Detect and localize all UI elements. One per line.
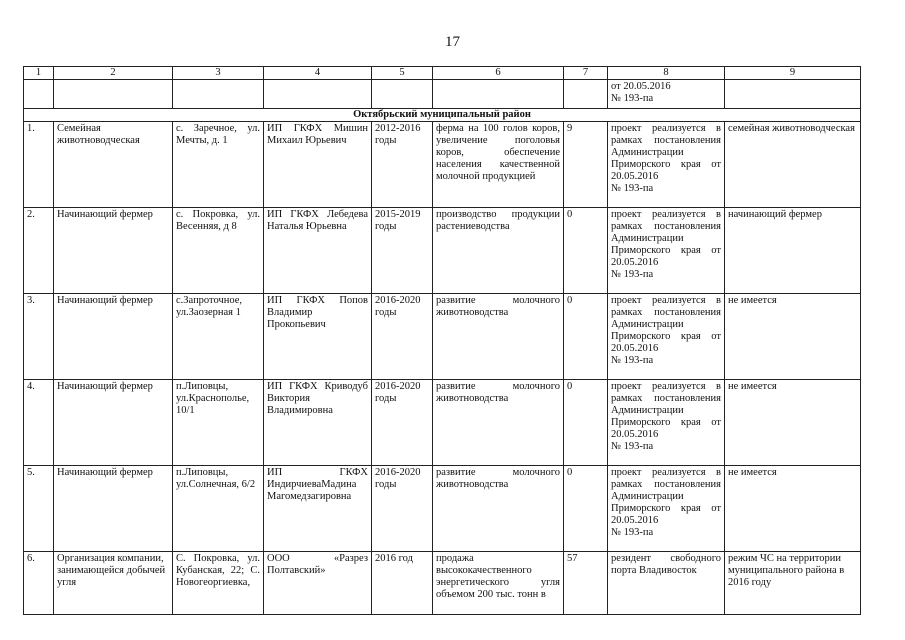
table-cell — [372, 80, 433, 109]
status-cell: резидент свободного порта Владивосток — [608, 552, 725, 615]
status-cell: проект реализуется в рамках постановления Администрации Приморского края от 20.05.2016 № 193-па — [608, 380, 725, 466]
project-rows — [24, 122, 861, 615]
jobs-cell: 0 — [564, 294, 608, 380]
table-cell — [433, 80, 564, 109]
note-cell: начинающий фермер — [725, 208, 861, 294]
column-number-header: 4 — [264, 67, 372, 80]
description-cell: развитие молочного животноводства — [433, 380, 564, 466]
column-number-header: 9 — [725, 67, 861, 80]
address-cell: с. Покровка, ул. Весенняя, д 8 — [173, 208, 264, 294]
status-cell: проект реализуется в рамках постановления Администрации Приморского края от 20.05.2016 № 193-па — [608, 294, 725, 380]
address-cell: п.Липовцы, ул.Краснополье, 10/1 — [173, 380, 264, 466]
project-name-cell: Начинающий фермер — [54, 294, 173, 380]
column-number-header: 5 — [372, 67, 433, 80]
period-cell: 2016-2020 годы — [372, 294, 433, 380]
note-cell: не имеется — [725, 466, 861, 552]
note-cell: не имеется — [725, 380, 861, 466]
jobs-cell: 0 — [564, 466, 608, 552]
description-cell: продажа высококачественного энергетического угля объемом 200 тыс. тонн в — [433, 552, 564, 615]
table-cell: от 20.05.2016 № 193-па — [608, 80, 725, 109]
district-row — [24, 109, 861, 122]
entity-cell: ИП ГКФХ Криводуб Виктория Владимировна — [264, 380, 372, 466]
row-number-cell: 3. — [24, 294, 54, 380]
column-number-header: 1 — [24, 67, 54, 80]
table-row — [24, 552, 861, 615]
row-number-cell: 6. — [24, 552, 54, 615]
column-number-header: 6 — [433, 67, 564, 80]
project-name-cell: Начинающий фермер — [54, 208, 173, 294]
description-cell: производство продукции растениеводства — [433, 208, 564, 294]
address-cell: с. Заречное, ул. Мечты, д. 1 — [173, 122, 264, 208]
table-cell — [564, 80, 608, 109]
column-number-header: 8 — [608, 67, 725, 80]
page-number: 17 — [445, 34, 460, 50]
table-cell — [725, 80, 861, 109]
note-cell: семейная животноводческая — [725, 122, 861, 208]
entity-cell: ИП ГКФХ ИндирчиеваМадина Магомедзагировна — [264, 466, 372, 552]
jobs-cell: 57 — [564, 552, 608, 615]
project-name-cell: Организация компании, занимающейся добычей угля — [54, 552, 173, 615]
table-cell — [173, 80, 264, 109]
row-number-cell: 2. — [24, 208, 54, 294]
note-cell: не имеется — [725, 294, 861, 380]
column-number-header: 2 — [54, 67, 173, 80]
table-row — [24, 466, 861, 552]
period-cell: 2015-2019 годы — [372, 208, 433, 294]
column-number-header: 7 — [564, 67, 608, 80]
period-cell: 2012-2016 годы — [372, 122, 433, 208]
address-cell: С. Покровка, ул. Кубанская, 22; С. Новогеоргиевка, — [173, 552, 264, 615]
column-number-header: 3 — [173, 67, 264, 80]
description-cell: развитие молочного животноводства — [433, 294, 564, 380]
table-cell — [264, 80, 372, 109]
period-cell: 2016-2020 годы — [372, 466, 433, 552]
table-row — [24, 122, 861, 208]
row-number-cell: 5. — [24, 466, 54, 552]
jobs-cell: 9 — [564, 122, 608, 208]
status-cell: проект реализуется в рамках постановления Администрации Приморского края от 20.05.2016 № 193-па — [608, 208, 725, 294]
projects-table — [23, 66, 861, 615]
table-row — [24, 294, 861, 380]
column-number-row — [24, 67, 861, 80]
description-cell: развитие молочного животноводства — [433, 466, 564, 552]
entity-cell: ООО «Разрез Полтавский» — [264, 552, 372, 615]
table-row — [24, 380, 861, 466]
project-name-cell: Семейная животноводческая — [54, 122, 173, 208]
period-cell: 2016-2020 годы — [372, 380, 433, 466]
project-name-cell: Начинающий фермер — [54, 466, 173, 552]
description-cell: ферма на 100 голов коров, увеличение поголовья коров, обеспечение населения качественной молочной продукцией — [433, 122, 564, 208]
table-row — [24, 208, 861, 294]
row-number-cell: 1. — [24, 122, 54, 208]
table-cell — [54, 80, 173, 109]
jobs-cell: 0 — [564, 208, 608, 294]
period-cell: 2016 год — [372, 552, 433, 615]
entity-cell: ИП ГКФХ Мишин Михаил Юрьевич — [264, 122, 372, 208]
note-cell: режим ЧС на территории муниципального района в 2016 году — [725, 552, 861, 615]
jobs-cell: 0 — [564, 380, 608, 466]
table-cell — [24, 80, 54, 109]
continuation-row — [24, 80, 861, 109]
project-name-cell: Начинающий фермер — [54, 380, 173, 466]
entity-cell: ИП ГКФХ Лебедева Наталья Юрьевна — [264, 208, 372, 294]
address-cell: п.Липовцы, ул.Солнечная, 6/2 — [173, 466, 264, 552]
row-number-cell: 4. — [24, 380, 54, 466]
status-cell: проект реализуется в рамках постановления Администрации Приморского края от 20.05.2016 № 193-па — [608, 466, 725, 552]
entity-cell: ИП ГКФХ Попов Владимир Прокопьевич — [264, 294, 372, 380]
status-cell: проект реализуется в рамках постановления Администрации Приморского края от 20.05.2016 № 193-па — [608, 122, 725, 208]
address-cell: с.Запроточное, ул.Заозерная 1 — [173, 294, 264, 380]
district-heading: Октябрьский муниципальный район — [24, 109, 861, 122]
